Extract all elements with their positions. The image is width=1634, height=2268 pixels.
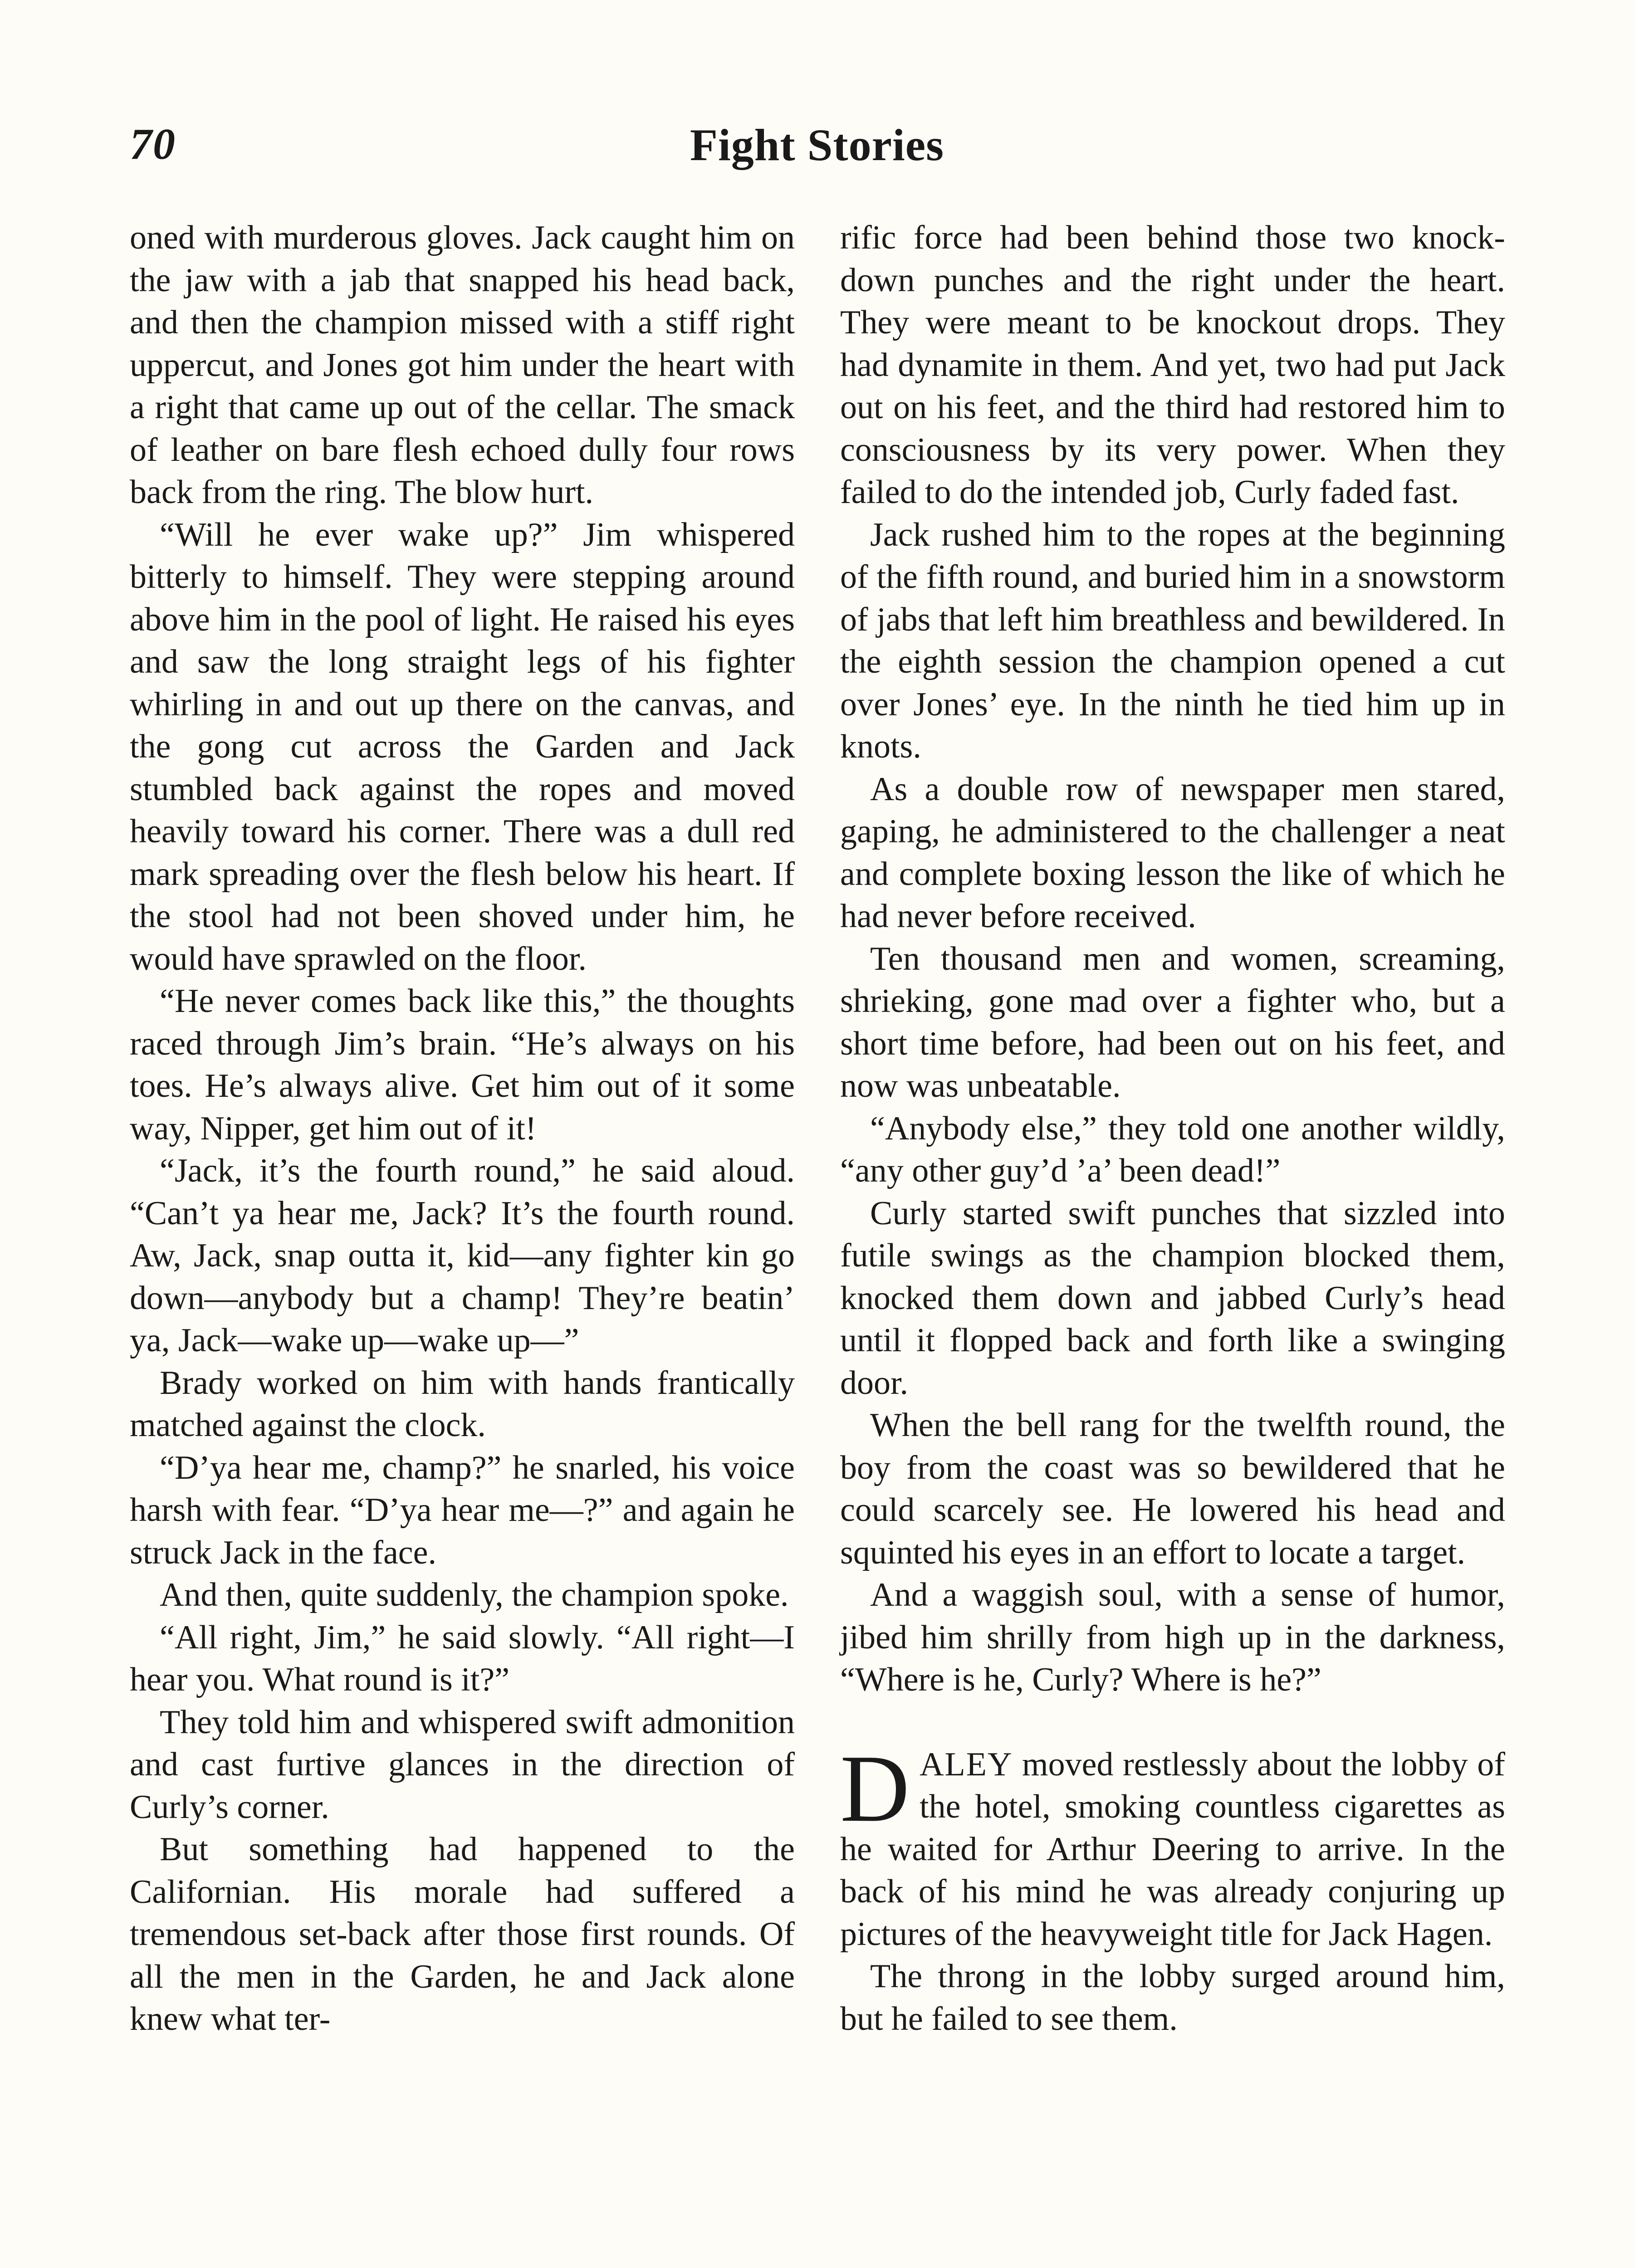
right-column <box>840 217 1505 2040</box>
paragraph: “Anybody else,” they told one another wildly, “any other guy’d ’a’ been dead!” <box>840 1110 1505 1189</box>
paragraph: They told him and whispered swift admonition and cast furtive glances in the direction of Curly’s corner. <box>130 1703 795 1826</box>
paragraph: Jack rushed him to the ropes at the beginning of the fifth round, and buried him in a snowstorm of jabs that left him breathless and bewildered. In the eighth session the champion opened a cut over Jones’ eye. In the ninth he tied him up in knots. <box>840 516 1505 765</box>
running-title: Fight Stories <box>690 120 944 170</box>
paragraph: rific force had been behind those two knock-down punches and the right under the heart. They were meant to be knockout drops. They had dynamite in them. And yet, two had put Jack out on his feet, and the third had restored him to consciousness by its very power. When they failed to do the intended job, Curly faded fast. <box>840 219 1505 511</box>
drop-cap-initial: D <box>840 1735 910 1842</box>
paragraph: When the bell rang for the twelfth round, the boy from the coast was so bewildered that he could scarcely see. He lowered his head and squinted his eyes in an effort to locate a target. <box>840 1407 1505 1571</box>
paragraph: The throng in the lobby surged around him, but he failed to see them. <box>840 1958 1505 2038</box>
paragraph: As a double row of newspaper men stared, gaping, he administered to the challenger a neat and complete boxing lesson the like of which he had never before received. <box>840 770 1505 935</box>
paragraph: “Jack, it’s the fourth round,” he said aloud. “Can’t ya hear me, Jack? It’s the fourth round. Aw, Jack, snap outta it, kid—any fighter kin go down—anybody but a champ! They’re beatin’ ya, Jack—wake up—wake up—” <box>130 1152 795 1359</box>
paragraph: “He never comes back like this,” the thoughts raced through Jim’s brain. “He’s always on his toes. He’s always alive. Get him out of it some way, Nipper, get him out of it! <box>130 982 795 1147</box>
paragraph: Curly started swift punches that sizzled into futile swings as the champion blocked them, knocked them down and jabbed Curly’s head until it flopped back and forth like a swinging door. <box>840 1194 1505 1402</box>
paragraph: And a waggish soul, with a sense of humor, jibed him shrilly from high up in the darkness, “Where is he, Curly? Where is he?” <box>840 1576 1505 1698</box>
section-break <box>840 1701 1505 1744</box>
paragraph: Brady worked on him with hands frantically matched against the clock. <box>130 1364 795 1444</box>
page-number: 70 <box>130 120 176 169</box>
paragraph: “D’ya hear me, champ?” he snarled, his voice harsh with fear. “D’ya hear me—?” and again he struck Jack in the face. <box>130 1449 795 1571</box>
dropcap-paragraph-text: moved restlessly about the lobby of the hotel, smoking countless cigarettes as he waited for Arthur Deering to arrive. In the back of his mind he was already conjuring up pictures of the heavyweight title for Jack Hagen. <box>840 1745 1505 1953</box>
paragraph: “All right, Jim,” he said slowly. “All right—I hear you. What round is it?” <box>130 1618 795 1698</box>
smallcaps-lead: ALEY <box>920 1745 1013 1783</box>
paragraph: “Will he ever wake up?” Jim whispered bitterly to himself. They were stepping around above him in the pool of light. He raised his eyes and saw the long straight legs of his fighter whirling in and out up there on the canvas, and the gong cut across the Garden and Jack stumbled back against the ropes and moved heavily toward his corner. There was a dull red mark spreading over the flesh below his heart. If the stool had not been shoved under him, he would have sprawled on the floor. <box>130 516 795 978</box>
left-column <box>130 217 795 2041</box>
paragraph: And then, quite suddenly, the champion spoke. <box>160 1576 789 1613</box>
paragraph: But something had happened to the Californian. His morale had suffered a tremendous set-back after those first rounds. Of all the men in the Garden, he and Jack alone knew what ter- <box>130 1831 795 2038</box>
paragraph: Ten thousand men and women, screaming, shrieking, gone mad over a fighter who, but a short time before, had been out on his feet, and now was unbeatable. <box>840 940 1505 1105</box>
dropcap-paragraph <box>840 1735 1505 1956</box>
paragraph: oned with murderous gloves. Jack caught him on the jaw with a jab that snapped his head back, and then the champion missed with a stiff right uppercut, and Jones got him under the heart with a right that came up out of the cellar. The smack of leather on bare flesh echoed dully four rows back from the ring. The blow hurt. <box>130 219 795 511</box>
